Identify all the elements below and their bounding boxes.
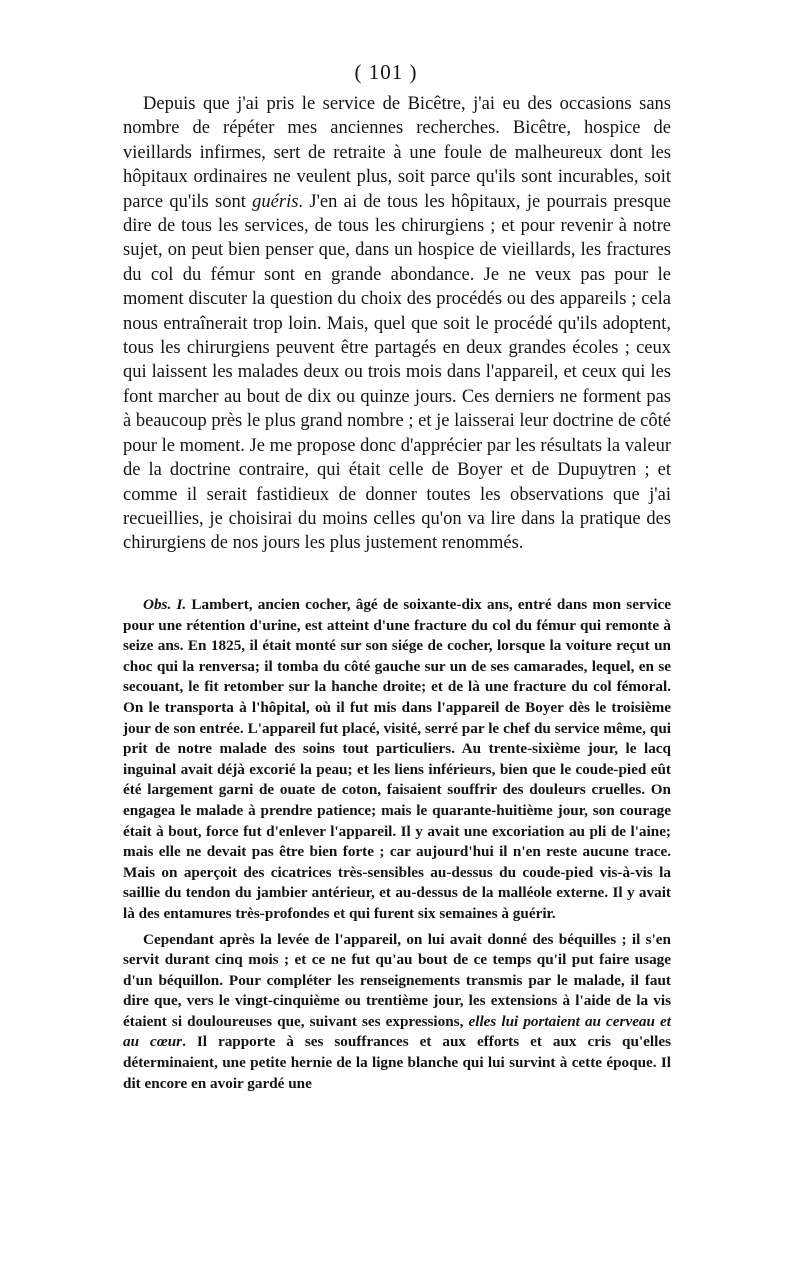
observation-1 [123,595,671,925]
observation-label: Obs. I. [143,596,187,613]
paragraph-1-italic: guéris [252,191,299,212]
main-paragraph [123,92,671,556]
paragraph-3 [123,930,671,1095]
paragraph-3-part-1: Cependant après la levée de l'appareil, on lui avait donné des béquilles ; il s'en servit durant cinq mois ; et ce ne fut qu'au bout de ce temps qu'il put faire usage d'un béquillon. Pour compléter les renseignements transmis par le malade, il faut dire que, vers le vingt-cinquième ou trentième jour, les extensions à l'aide de la vis étaient si douloureuses que, suivant ses expressions, [123,930,671,1030]
paragraph-1 [123,92,671,556]
paragraph-1-part-2: . J'en ai de tous les hôpitaux, je pourrais presque dire de tous les services, de tous les chirurgiens ; et pour revenir à notre sujet, on peut bien penser que, dans un hospice de vieillards, les fractures du col du fémur sont en grande abondance. Je ne veux pas pour le moment discuter la question du choix des procédés ou des appareils ; cela nous entraînerait trop loin. Mais, quel que soit le procédé qu'ils adoptent, tous les chirurgiens peuvent être partagés en deux grandes écoles ; ceux qui laissent les malades deux ou trois mois dans l'appareil, et ceux qui les font marcher au bout de dix ou quinze jours. Ces derniers ne forment pas à beaucoup près le plus grand nombre ; et je laisserai leur doctrine de côté pour le moment. Je me propose donc d'apprécier par les résultats la valeur de la doctrine contraire, qui était celle de Boyer et de Dupuytren ; et comme il serait fastidieux de donner toutes les observations que j'ai recueillies, je choisirai du moins celles qu'on va lire dans la pratique des chirurgiens de nos jours les plus justement renommés. [123,191,671,554]
paragraph-3-part-2: . Il rapporte à ses souffrances et aux efforts et aux cris qu'elles déterminaient, une petite hernie de la ligne blanche qui lui survint à cette époque. Il dit encore en avoir gardé une [123,1033,671,1092]
paragraph-1-part-1: Depuis que j'ai pris le service de Bicêtre, j'ai eu des occasions sans nombre de répéter mes anciennes recherches. Bicêtre, hospice de vieillards infirmes, sert de retraite à une foule de malheureux dont les hôpitaux ordinaires ne veulent plus, soit parce qu'ils sont incurables, soit parce qu'ils sont [123,94,671,212]
observation-block [123,595,671,1099]
page-number: ( 101 ) [354,60,418,84]
paragraph-3-italic: elles lui portaient au cerveau et au cœur [123,1012,671,1051]
observation-text: Lambert, ancien cocher, âgé de soixante-dix ans, entré dans mon service pour une rétention d'urine, est atteint d'une fracture du col du fémur qui remonte à seize ans. En 1825, il était monté sur son siége de cocher, lorsque la voiture reçut un choc qui la renversa; il tomba du côté gauche sur un de ses camarades, lequel, en se secouant, le fit retomber sur la hanche droite; et de là une fracture du col fémoral. On le transporta à l'hôpital, où il fut mis dans l'appareil de Boyer dès le troisième jour de son entrée. L'appareil fut placé, visité, serré par le chef du service même, qui prit de notre malade des soins tout particuliers. Au trente-sixième jour, le lacq inguinal avait déjà excorié la peau; et les liens inférieurs, bien que le coude-pied eût été largement garni de ouate de coton, faisaient souffrir des douleurs cruelles. On engagea le malade à prendre patience; mais le quarante-huitième jour, son courage était à bout, force fut d'enlever l'appareil. Il y avait une excoriation au pli de l'aine; mais elle ne devait pas être bien forte ; car aujourd'hui il n'en reste aucune trace. Mais on aperçoit des cicatrices très-sensibles au-dessus du coude-pied vis-à-vis la saillie du tendon du jambier antérieur, et au-dessus de la malléole externe. Il y avait là des entamures très-profondes et qui furent six semaines à guérir. [123,596,671,922]
